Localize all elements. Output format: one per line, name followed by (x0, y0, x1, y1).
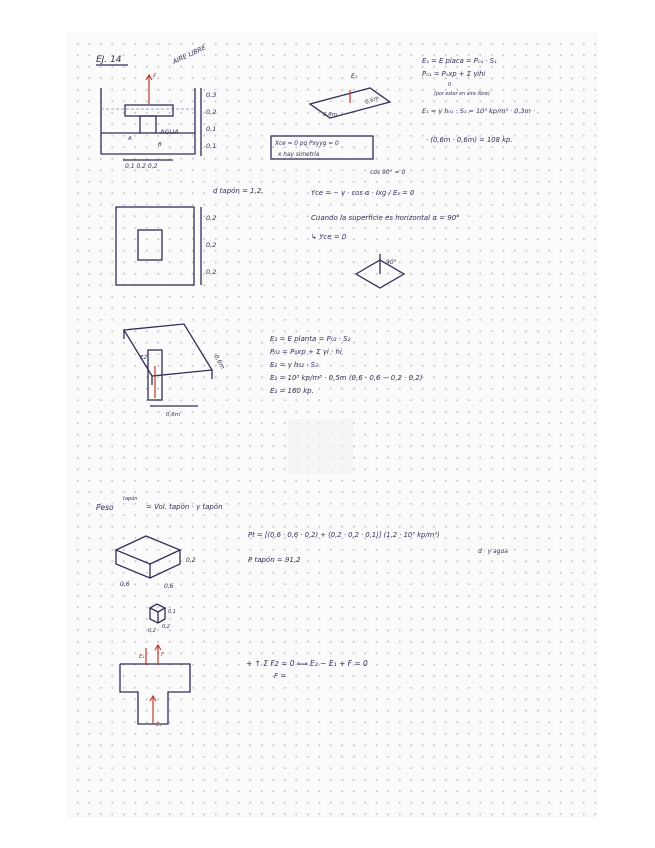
tank-diagram (101, 73, 216, 170)
plate-sketch (310, 73, 390, 118)
free-body-diagram (120, 645, 190, 728)
final-equations (246, 659, 368, 680)
dim-right-2: 0,2 (206, 108, 217, 116)
e1-line-4: E₁ = γ h₀₁ · S₁ = 10³ kp/m³ · 0,3m · (422, 107, 536, 115)
peso-label: Peso (96, 503, 114, 512)
block-dim-h: 0,2 (186, 557, 196, 564)
tank-walls (101, 88, 195, 154)
stem-dim-side: 0,6m (212, 353, 227, 371)
square-dim-1: 0,2 (206, 214, 217, 222)
note-line-1: Xce = 0 pq Pxyyg = 0 (275, 141, 339, 147)
fbd-f: F (161, 652, 165, 658)
point-a: A (128, 136, 132, 142)
ycp-line: Yce = − γ · cos α · Ixg / E₁ = 0 (311, 189, 415, 197)
point-b: B (158, 142, 162, 148)
e2-line-1: E₂ = E planta = P₀₂ · S₂ (270, 335, 351, 343)
e1-line-3b: (por estar en aire libre) (434, 92, 490, 97)
ycp-line-3: ↳ Yce = 0 (311, 233, 347, 241)
dim-right-3: 0,1 (206, 125, 217, 133)
square-dim-3: 0,2 (206, 268, 217, 276)
e2-line-4: E₂ = 10³ kp/m³ · 0,5m (0,6 · 0,6 − 0,2 · 0,2) (270, 374, 423, 382)
dim-right-4: 0,1 (206, 142, 217, 150)
tapon-density: d tapón = 1,2. (213, 187, 264, 195)
e1-line-2: P₀₁ = P₀xp + Σ γihi (422, 70, 486, 78)
e1-equations (422, 57, 535, 144)
symmetry-note-box (271, 136, 373, 159)
block-dim-b: 0,6 (164, 583, 174, 590)
ycp-equations (311, 169, 460, 288)
weight-section (96, 495, 508, 564)
e1-line-5: · (0,6m · 0,6m) = 108 kp. (426, 136, 513, 144)
bleed-through-mark (288, 419, 353, 474)
ycp-line-2: Cuando la superficie es horizontal α = 90° (311, 214, 460, 222)
exercise-title: EJ. 14 (96, 55, 122, 65)
plate-dim-b: 0,6m (364, 95, 380, 106)
notebook-page (68, 34, 596, 816)
block-dim-a: 0,6 (120, 581, 130, 588)
small-dim-a: 0,2 (148, 628, 156, 634)
square-dim-2: 0,2 (206, 241, 217, 249)
stem-dim-bottom: 0,6m (166, 412, 181, 418)
stopper-top (125, 105, 173, 116)
peso-result: P tapón = 91,2 (248, 556, 301, 564)
stem-e2-label: E2 (140, 355, 147, 361)
final-line-2: F = (274, 672, 287, 680)
e2-line-5: E₂ = 160 kp. (270, 387, 314, 395)
fbd-e2: E₂ (156, 722, 162, 728)
peso-sup: tapón (123, 496, 138, 502)
e2-line-2: P₀₂ = P₀xp + Σ γi · hi (270, 348, 342, 356)
force-label: F (153, 73, 157, 80)
small-dim-h: 0,1 (168, 609, 176, 615)
fbd-e1: E₁ (139, 654, 145, 660)
dim-bottom: 0,1 0,2 0,2 (125, 163, 158, 170)
final-eq: + ↑ Σ Fz = 0 ⟺ E₂ − E₁ + F = 0 (246, 659, 368, 668)
water-label: AGUA (160, 128, 179, 136)
peso-eq: Pt = [(0,6 · 0,6 · 0,2) + (0,2 · 0,2 · 0,1)] (1,2 · 10³ kp/m³) (248, 531, 440, 539)
ycp-angle: 90° (386, 259, 397, 266)
dim-right-1: 0,3 (206, 91, 217, 99)
top-view-square (116, 207, 216, 285)
plate-dim-a: 0,6m (323, 112, 338, 118)
small-dim-b: 0,2 (162, 624, 170, 630)
block-sketch (116, 536, 196, 634)
peso-rest: = Vol. tapón · γ tapón (146, 503, 223, 511)
plate-e1-label: E₁ (351, 73, 358, 80)
stopper-stem (140, 116, 156, 133)
ycp-top: cos 90° = 0 (370, 169, 406, 176)
handwritten-notes (68, 34, 596, 816)
note-line-2: x hay simetría (278, 152, 320, 158)
e2-equations (270, 335, 423, 395)
air-label: AIRE LIBRE (171, 43, 208, 66)
e1-line-3a: 0 (448, 82, 452, 88)
peso-eq-sub: d · γ agua (478, 548, 508, 555)
stem-sketch (124, 324, 226, 418)
e2-line-3: E₂ = γ h₀₂ · S₂ (270, 361, 318, 369)
e1-line-1: E₁ = E placa = P₀₁ · S₁ (422, 57, 497, 65)
